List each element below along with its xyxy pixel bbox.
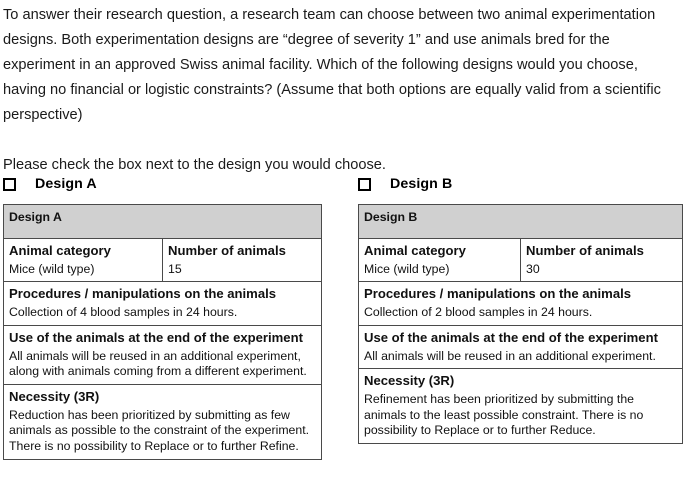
table-row: [359, 282, 683, 326]
design-a-necessity-cell: [4, 384, 322, 459]
design-b-procedures-cell: [359, 282, 683, 326]
option-design-a[interactable]: [3, 176, 97, 192]
design-b-caption: Design B: [359, 205, 683, 239]
design-a-caption: Design A: [4, 205, 322, 239]
table-row: [4, 239, 322, 282]
design-a-table: [3, 204, 322, 460]
table-row: [359, 325, 683, 369]
design-b-use-at-end-cell: [359, 325, 683, 369]
design-b-animal-category-cell: [359, 239, 521, 282]
number-of-animals-header: Number of animals: [168, 243, 286, 258]
option-design-b[interactable]: [358, 176, 452, 192]
design-a-number-of-animals-cell: [163, 239, 322, 282]
intro-block: [3, 3, 679, 178]
design-b-procedures-value: Collection of 2 blood samples in 24 hours.: [364, 305, 593, 319]
use-at-end-header: Use of the animals at the end of the experiment: [364, 329, 658, 345]
intro-instruction: Please check the box next to the design you would choose.: [3, 157, 386, 173]
design-b-animal-category-value: Mice (wild type): [364, 262, 450, 276]
use-at-end-header: Use of the animals at the end of the experiment: [9, 329, 303, 345]
design-b-table: [358, 204, 683, 444]
design-b-number-of-animals-value: 30: [526, 262, 540, 276]
table-row: [359, 369, 683, 444]
table-row: [4, 384, 322, 459]
animal-category-header: Animal category: [9, 243, 111, 258]
design-a-use-at-end-value: All animals will be reused in an additional experiment, along with animals coming from a different experiment.: [9, 348, 307, 379]
design-a-animal-category-value: Mice (wild type): [9, 262, 95, 276]
checkbox-icon-design-a[interactable]: [3, 178, 16, 191]
table-row: [359, 239, 683, 282]
design-a-procedures-value: Collection of 4 blood samples in 24 hours.: [9, 305, 238, 319]
table-row: [4, 325, 322, 384]
necessity-header: Necessity (3R): [9, 388, 100, 404]
table-row: [4, 205, 322, 239]
design-b-necessity-cell: [359, 369, 683, 444]
design-a-necessity-value: Reduction has been prioritized by submitting as few animals as possible to the constraint of the experiment. There is no possibility to Replace or to further Refine.: [9, 407, 310, 453]
necessity-header: Necessity (3R): [364, 373, 455, 389]
option-label-design-a: Design A: [35, 176, 97, 192]
animal-category-header: Animal category: [364, 243, 466, 258]
design-a-use-at-end-cell: [4, 325, 322, 384]
intro-paragraph: To answer their research question, a research team can choose between two animal experimentation designs. Both experimentation designs are “degree of severity 1” and use animals bred for the experiment in an approved Swiss animal facility. Which of the following designs would you choose, having no financial or logistic constraints? (Assume that both options are equally valid from a scientific perspective): [3, 7, 661, 123]
design-b-number-of-animals-cell: [521, 239, 683, 282]
design-a-number-of-animals-value: 15: [168, 262, 182, 276]
checkbox-icon-design-b[interactable]: [358, 178, 371, 191]
design-b-use-at-end-value: All animals will be reused in an additional experiment.: [364, 348, 656, 363]
design-a-animal-category-cell: [4, 239, 163, 282]
intro-spacer: [3, 128, 679, 153]
table-row: [4, 282, 322, 326]
design-b-necessity-value: Refinement has been prioritized by submitting the animals to the least possible constraint. There is no possibility to Replace or to further Reduce.: [364, 392, 644, 438]
procedures-header: Procedures / manipulations on the animals: [9, 286, 277, 301]
number-of-animals-header: Number of animals: [526, 243, 644, 258]
table-row: [359, 205, 683, 239]
design-a-procedures-cell: [4, 282, 322, 326]
procedures-header: Procedures / manipulations on the animals: [364, 286, 632, 301]
option-label-design-b: Design B: [390, 176, 453, 192]
